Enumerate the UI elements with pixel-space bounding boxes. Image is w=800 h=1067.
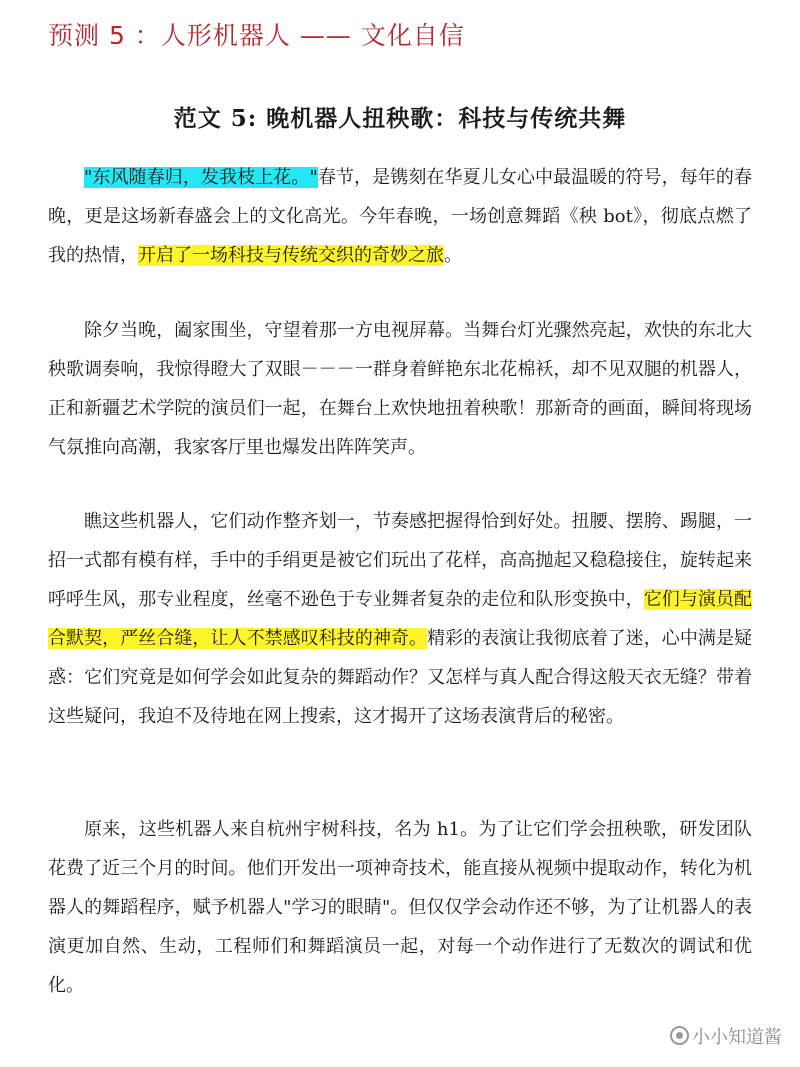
paragraph-1-end: 。 xyxy=(444,245,462,266)
watermark-text: 小小知道酱 xyxy=(692,1027,782,1048)
watermark xyxy=(670,1023,782,1049)
cyan-highlight: "东风随春归，发我枝上花。" xyxy=(84,167,318,188)
heading-prefix: 预测 5 ： xyxy=(48,21,161,50)
paragraph-3-text: 瞧这些机器人，它们动作整齐划一，节奏感把握得恰到好处。扭腰、摆胯、踢腿，一招一式都有模有样，手中的手绢更是被它们玩出了花样，高高抛起又稳稳接住，旋转起来呼呼生风，那专业程度，丝毫不逊色于专业舞者复杂的走位和队形变换中， xyxy=(48,511,752,610)
prediction-heading xyxy=(48,16,465,52)
paragraph-3-end: 精彩的表演让我彻底着了迷，心中满是疑惑：它们究竟是如何学会如此复杂的舞蹈动作？又怎样与真人配合得这般天衣无缝？带着这些疑问，我迫不及待地在网上搜索，这才揭开了这场表演背后的秘密。 xyxy=(48,628,753,727)
watermark-logo-icon xyxy=(670,1026,689,1045)
paragraph-4: 原来，这些机器人来自杭州宇树科技，名为 h1。为了让它们学会扭秧歌，研发团队花费了近三个月的时间。他们开发出一项神奇技术，能直接从视频中提取动作，转化为机器人的舞蹈程序，赋予机器人"学习的眼睛"。但仅仅学会动作还不够，为了让机器人的表演更加自然、生动，工程师们和舞蹈演员一起，对每一个动作进行了无数次的调试和优化。 xyxy=(48,819,752,996)
paragraph-1-text: 春节，是镌刻在华夏儿女心中最温暖的符号，每年的春晚，更是这场新春盛会上的文化高光。今年春晚，一场创意舞蹈《秧 bot》，彻底点燃了我的热情， xyxy=(48,167,752,266)
essay-title: 范文 5: 晚机器人扭秧歌：科技与传统共舞 xyxy=(173,105,627,132)
paragraph-3 xyxy=(48,502,752,736)
paragraph-1 xyxy=(48,158,752,275)
heading-main: 人形机器人 —— 文化自信 xyxy=(160,21,465,50)
paragraph-2: 除夕当晚，阖家围坐，守望着那一方电视屏幕。当舞台灯光骤然亮起，欢快的东北大秧歌调奏响，我惊得瞪大了双眼－－－一群身着鲜艳东北花棉袄，却不见双腿的机器人，正和新疆艺术学院的演员们一起，在舞台上欢快地扭着秧歌！那新奇的画面，瞬间将现场气氛推向高潮，我家客厅里也爆发出阵阵笑声。 xyxy=(48,320,752,458)
yellow-highlight: 开启了一场科技与传统交织的奇妙之旅 xyxy=(138,245,444,266)
yellow-highlight: 它们与演员配合默契，严丝合缝，让人不禁感叹科技的神奇。 xyxy=(48,589,752,649)
